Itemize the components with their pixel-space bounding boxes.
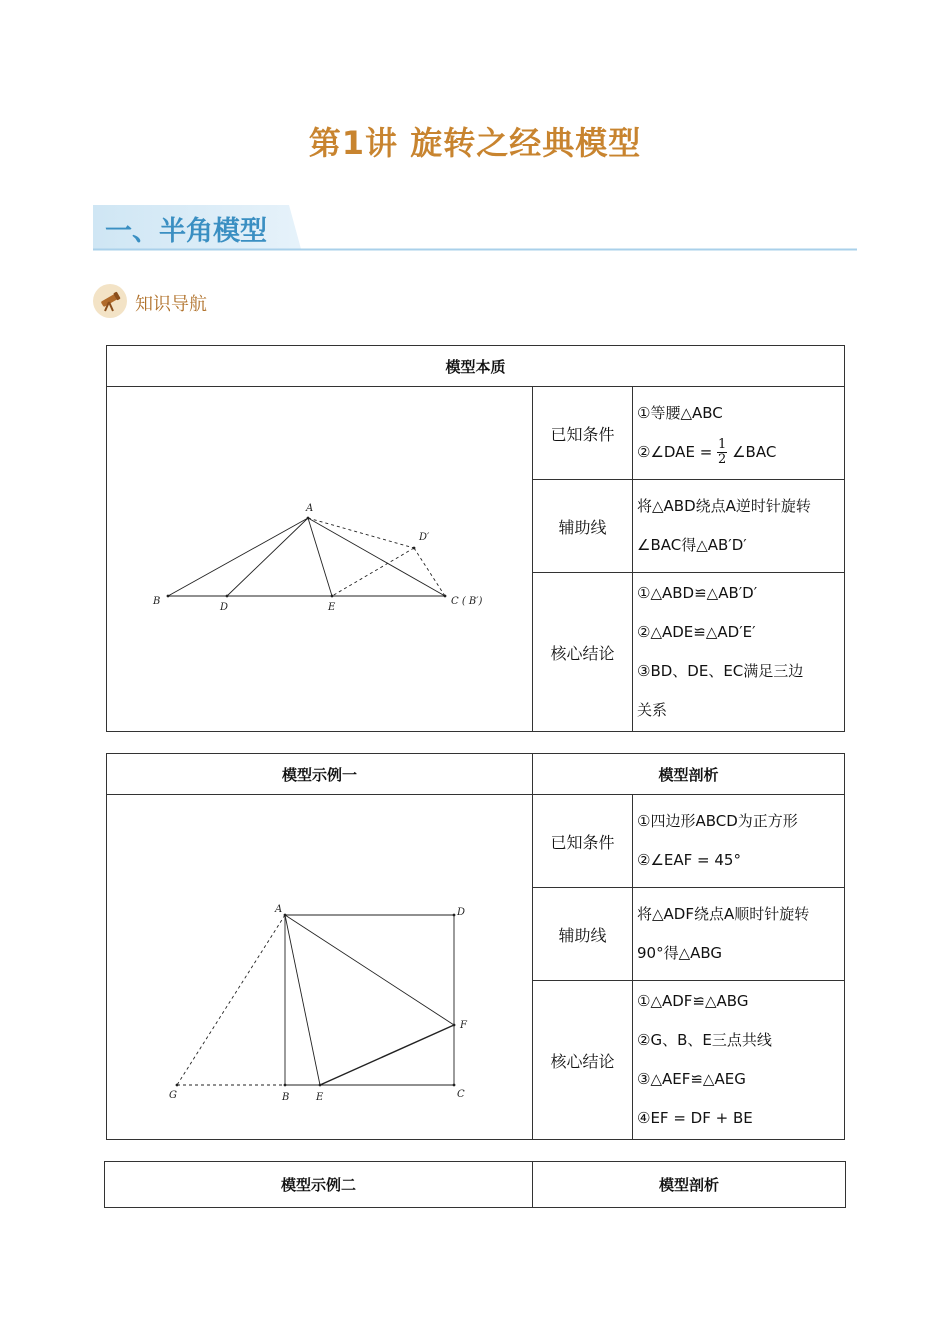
table-header-right: 模型剖析 bbox=[533, 1162, 846, 1208]
content-line: ②∠EAF = 45° bbox=[637, 851, 741, 870]
figure-cell bbox=[107, 795, 533, 1140]
label-D: D bbox=[220, 602, 229, 613]
label-E: E bbox=[328, 602, 336, 613]
content-line: ④EF = DF + BE bbox=[637, 1109, 753, 1128]
section-banner bbox=[93, 205, 857, 251]
table-header-right: 模型剖析 bbox=[533, 754, 845, 795]
label-C: C ( B′) bbox=[451, 596, 483, 607]
line-ADp bbox=[308, 518, 414, 548]
content-line: ①等腰△ABC bbox=[637, 404, 723, 423]
content-line: 将△ABD绕点A逆时针旋转 bbox=[637, 497, 811, 516]
row-label-known: 已知条件 bbox=[533, 795, 633, 888]
row-content-known bbox=[633, 795, 845, 888]
row-label-conclusion: 核心结论 bbox=[533, 981, 633, 1140]
label-B: B bbox=[153, 596, 161, 607]
label-Dprime: D′ bbox=[419, 532, 430, 543]
model-example-two-table bbox=[104, 1161, 846, 1208]
row-label-aux: 辅助线 bbox=[533, 480, 633, 573]
row-content-known bbox=[633, 387, 845, 480]
telescope-icon bbox=[93, 284, 127, 318]
content-line: ②△ADE≌△AD′E′ bbox=[637, 623, 756, 642]
line-AG bbox=[177, 915, 285, 1085]
fraction-half: $\frac{1}{2}$ bbox=[718, 437, 727, 468]
label-A: A bbox=[275, 904, 283, 915]
line-AF bbox=[285, 915, 454, 1025]
content-line: 90°得△ABG bbox=[637, 944, 723, 963]
line-EF bbox=[320, 1025, 454, 1085]
label-C: C bbox=[457, 1089, 465, 1100]
label-D: D bbox=[457, 907, 466, 918]
table-header-left: 模型示例一 bbox=[107, 754, 533, 795]
content-line: ③△AEF≌△AEG bbox=[637, 1070, 746, 1089]
section-heading: 一、半角模型 bbox=[105, 216, 267, 247]
figure-cell bbox=[107, 387, 533, 732]
label-B: B bbox=[282, 1092, 290, 1103]
half-angle-figure bbox=[107, 387, 532, 727]
table-header: 模型本质 bbox=[107, 346, 845, 387]
nav-label: 知识导航 bbox=[135, 294, 207, 315]
page-title: 第1讲 旋转之经典模型 bbox=[308, 124, 642, 162]
content-line: ①四边形ABCD为正方形 bbox=[637, 812, 798, 831]
row-label-aux: 辅助线 bbox=[533, 888, 633, 981]
row-content-conclusion bbox=[633, 981, 845, 1140]
content-line: ①△ADF≌△ABG bbox=[637, 992, 749, 1011]
row-label-known: 已知条件 bbox=[533, 387, 633, 480]
row-label-conclusion: 核心结论 bbox=[533, 573, 633, 732]
label-F: F bbox=[460, 1020, 467, 1031]
model-essence-table bbox=[106, 345, 845, 732]
content-line: ①△ABD≌△AB′D′ bbox=[637, 584, 758, 603]
label-E: E bbox=[316, 1092, 324, 1103]
line-AD bbox=[227, 518, 308, 596]
model-example-one-table bbox=[106, 753, 845, 1140]
line-AE bbox=[285, 915, 320, 1085]
content-line: ∠BAC得△AB′D′ bbox=[637, 536, 747, 555]
label-A: A bbox=[306, 503, 314, 514]
row-content-conclusion bbox=[633, 573, 845, 732]
row-content-aux bbox=[633, 888, 845, 981]
line-AB bbox=[168, 518, 308, 596]
content-line: 将△ADF绕点A顺时针旋转 bbox=[637, 905, 810, 924]
content-line: 关系 bbox=[637, 701, 668, 720]
row-content-aux bbox=[633, 480, 845, 573]
table-header-left: 模型示例二 bbox=[105, 1162, 533, 1208]
label-G: G bbox=[169, 1090, 177, 1101]
content-line: ②G、B、E三点共线 bbox=[637, 1031, 772, 1050]
line-DpC bbox=[414, 548, 445, 596]
content-line-angle: ②∠DAE = $\frac{1}{2}$ ∠BAC bbox=[637, 437, 777, 468]
content-line: ③BD、DE、EC满足三边 bbox=[637, 662, 804, 681]
square-figure bbox=[107, 795, 532, 1135]
